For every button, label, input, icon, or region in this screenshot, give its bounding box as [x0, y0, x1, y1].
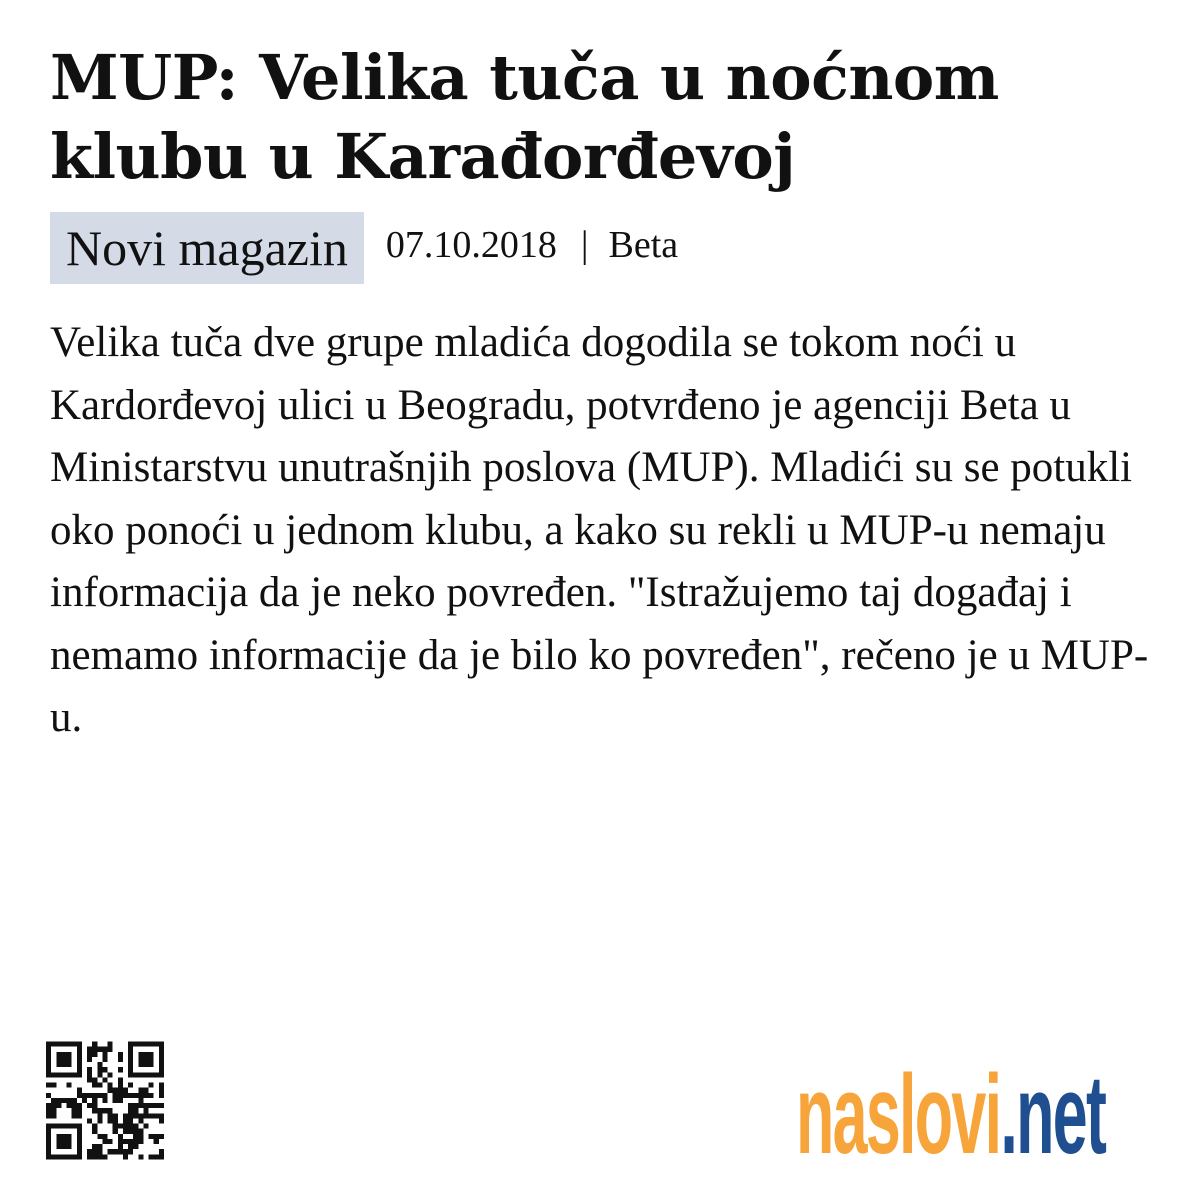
qr-module: [149, 1072, 154, 1077]
qr-module: [128, 1118, 133, 1123]
qr-module: [123, 1113, 128, 1118]
qr-module: [46, 1108, 51, 1113]
qr-module: [61, 1139, 66, 1144]
qr-module: [92, 1103, 97, 1108]
qr-module: [138, 1103, 143, 1108]
qr-module: [128, 1042, 133, 1047]
qr-module: [149, 1093, 154, 1098]
qr-module: [92, 1149, 97, 1154]
qr-module: [154, 1042, 159, 1047]
qr-module: [113, 1129, 118, 1134]
qr-module: [133, 1042, 138, 1047]
qr-module: [133, 1134, 138, 1139]
qr-module: [133, 1103, 138, 1108]
qr-module: [133, 1072, 138, 1077]
qr-module: [128, 1072, 133, 1077]
qr-module: [67, 1154, 72, 1159]
qr-code-icon: [46, 1038, 164, 1163]
qr-module: [77, 1134, 82, 1139]
qr-module: [67, 1134, 72, 1139]
qr-module: [46, 1072, 51, 1077]
qr-module: [159, 1149, 164, 1154]
qr-module: [123, 1149, 128, 1154]
qr-module: [72, 1113, 77, 1118]
qr-module: [77, 1129, 82, 1134]
article-agency: Beta: [608, 224, 679, 266]
qr-module: [143, 1113, 148, 1118]
qr-module: [159, 1052, 164, 1057]
qr-module: [51, 1072, 56, 1077]
meta-info: [386, 212, 678, 278]
qr-module: [159, 1083, 164, 1088]
qr-module: [56, 1098, 61, 1103]
qr-module: [154, 1113, 159, 1118]
qr-module: [92, 1098, 97, 1103]
qr-module: [46, 1113, 51, 1118]
qr-module: [149, 1113, 154, 1118]
qr-module: [159, 1113, 164, 1118]
article-headline: MUP: Velika tuča u noćnom klubu u Karađorđevoj: [50, 41, 999, 193]
qr-module: [128, 1103, 133, 1108]
qr-module: [143, 1062, 148, 1067]
qr-module: [128, 1052, 133, 1057]
qr-module: [87, 1057, 92, 1062]
article-body: Velika tuča dve grupe mladića dogodila se tokom noći u Kardorđevoj ulici u Beogradu, potvrđeno je agenciji Beta u Ministarstvu unutrašnjih poslova (MUP). Mladići su se potukli oko ponoći u jednom klubu, a kako su rekli u MUP-u nemaju informacija da je neko povređen. "Istražujemo taj događaj i nemamo informacije da je bilo ko povređen", rečeno je u MUP-u.: [50, 319, 1149, 741]
qr-module: [77, 1088, 82, 1093]
qr-module: [118, 1149, 123, 1154]
qr-module: [97, 1093, 102, 1098]
qr-module: [46, 1134, 51, 1139]
qr-module: [118, 1093, 123, 1098]
qr-module: [102, 1108, 107, 1113]
qr-module: [77, 1149, 82, 1154]
qr-module: [92, 1083, 97, 1088]
qr-module: [92, 1124, 97, 1129]
qr-module: [128, 1129, 133, 1134]
qr-module: [67, 1057, 72, 1062]
qr-module: [72, 1072, 77, 1077]
qr-module: [102, 1139, 107, 1144]
qr-module: [113, 1113, 118, 1118]
qr-module: [108, 1088, 113, 1093]
qr-module: [118, 1057, 123, 1062]
qr-module: [108, 1118, 113, 1123]
qr-module: [61, 1057, 66, 1062]
qr-module: [108, 1072, 113, 1077]
qr-module: [56, 1139, 61, 1144]
qr-module: [46, 1057, 51, 1062]
qr-module: [72, 1098, 77, 1103]
qr-module: [77, 1042, 82, 1047]
qr-module: [159, 1103, 164, 1108]
qr-module: [138, 1118, 143, 1123]
qr-module: [102, 1047, 107, 1052]
qr-module: [72, 1154, 77, 1159]
qr-module: [56, 1052, 61, 1057]
qr-module: [118, 1098, 123, 1103]
qr-module: [97, 1067, 102, 1072]
qr-module: [56, 1072, 61, 1077]
article-meta: [50, 212, 1160, 284]
qr-module: [56, 1103, 61, 1108]
qr-module: [133, 1139, 138, 1144]
qr-module: [154, 1139, 159, 1144]
qr-module: [51, 1113, 56, 1118]
qr-module: [92, 1093, 97, 1098]
qr-module: [87, 1093, 92, 1098]
qr-module: [102, 1057, 107, 1062]
qr-module: [87, 1103, 92, 1108]
qr-module: [108, 1113, 113, 1118]
qr-module: [102, 1134, 107, 1139]
qr-module: [149, 1062, 154, 1067]
qr-module: [113, 1088, 118, 1093]
qr-module: [67, 1062, 72, 1067]
qr-module: [51, 1124, 56, 1129]
qr-module: [97, 1134, 102, 1139]
qr-module: [102, 1098, 107, 1103]
qr-module: [77, 1093, 82, 1098]
qr-module: [113, 1093, 118, 1098]
qr-module: [82, 1098, 87, 1103]
qr-module: [143, 1124, 148, 1129]
qr-module: [77, 1057, 82, 1062]
qr-module: [77, 1124, 82, 1129]
qr-module: [108, 1139, 113, 1144]
qr-module: [67, 1098, 72, 1103]
qr-module: [97, 1144, 102, 1149]
qr-module: [118, 1067, 123, 1072]
qr-module: [51, 1042, 56, 1047]
qr-module: [149, 1134, 154, 1139]
qr-module: [159, 1093, 164, 1098]
qr-module: [138, 1154, 143, 1159]
qr-module: [87, 1154, 92, 1159]
site-logo[interactable]: [796, 1052, 1106, 1177]
qr-module: [87, 1118, 92, 1123]
qr-module: [67, 1083, 72, 1088]
qr-module: [138, 1134, 143, 1139]
qr-module: [97, 1154, 102, 1159]
qr-module: [67, 1124, 72, 1129]
qr-module: [128, 1047, 133, 1052]
source-badge[interactable]: Novi magazin: [50, 212, 364, 284]
qr-module: [46, 1067, 51, 1072]
qr-module: [61, 1124, 66, 1129]
qr-module: [154, 1154, 159, 1159]
qr-module: [56, 1124, 61, 1129]
qr-module: [118, 1144, 123, 1149]
qr-module: [61, 1042, 66, 1047]
qr-module: [51, 1103, 56, 1108]
qr-module: [87, 1072, 92, 1077]
qr-module: [159, 1057, 164, 1062]
qr-module: [128, 1144, 133, 1149]
qr-module: [128, 1124, 133, 1129]
qr-module: [77, 1108, 82, 1113]
qr-module: [123, 1093, 128, 1098]
qr-module: [67, 1139, 72, 1144]
qr-module: [159, 1042, 164, 1047]
qr-module: [133, 1129, 138, 1134]
qr-module: [133, 1093, 138, 1098]
qr-module: [67, 1103, 72, 1108]
qr-module: [159, 1134, 164, 1139]
qr-module: [118, 1052, 123, 1057]
qr-module: [77, 1139, 82, 1144]
qr-module: [46, 1154, 51, 1159]
qr-module: [123, 1118, 128, 1123]
qr-module: [143, 1108, 148, 1113]
qr-module: [72, 1042, 77, 1047]
qr-module: [92, 1108, 97, 1113]
qr-module: [92, 1154, 97, 1159]
qr-module: [87, 1067, 92, 1072]
qr-module: [159, 1088, 164, 1093]
qr-module: [87, 1047, 92, 1052]
qr-module: [102, 1077, 107, 1082]
qr-module: [46, 1144, 51, 1149]
qr-module: [143, 1057, 148, 1062]
qr-module: [67, 1042, 72, 1047]
logo-text-tld: .net: [1000, 1052, 1106, 1177]
qr-module: [123, 1124, 128, 1129]
qr-module: [77, 1154, 82, 1159]
qr-module: [128, 1093, 133, 1098]
qr-module: [128, 1149, 133, 1154]
qr-module: [67, 1072, 72, 1077]
qr-module: [67, 1052, 72, 1057]
qr-module: [118, 1134, 123, 1139]
qr-module: [92, 1042, 97, 1047]
qr-module: [138, 1072, 143, 1077]
qr-module: [97, 1149, 102, 1154]
qr-module: [143, 1052, 148, 1057]
qr-module: [61, 1144, 66, 1149]
qr-module: [159, 1047, 164, 1052]
qr-module: [56, 1042, 61, 1047]
qr-module: [138, 1088, 143, 1093]
qr-module: [108, 1083, 113, 1088]
qr-module: [118, 1077, 123, 1082]
qr-module: [92, 1144, 97, 1149]
qr-module: [138, 1062, 143, 1067]
qr-module: [97, 1062, 102, 1067]
qr-module: [46, 1083, 51, 1088]
qr-module: [61, 1052, 66, 1057]
qr-module: [92, 1077, 97, 1082]
qr-module: [72, 1103, 77, 1108]
qr-module: [77, 1072, 82, 1077]
qr-module: [82, 1093, 87, 1098]
qr-module: [56, 1144, 61, 1149]
qr-module: [138, 1052, 143, 1057]
qr-module: [77, 1047, 82, 1052]
qr-module: [72, 1124, 77, 1129]
qr-module: [102, 1067, 107, 1072]
qr-module: [92, 1052, 97, 1057]
qr-module: [138, 1113, 143, 1118]
qr-module: [128, 1057, 133, 1062]
qr-module: [108, 1042, 113, 1047]
qr-module: [56, 1154, 61, 1159]
qr-module: [61, 1072, 66, 1077]
qr-module: [97, 1118, 102, 1123]
qr-module: [159, 1062, 164, 1067]
qr-module: [138, 1129, 143, 1134]
qr-module: [138, 1093, 143, 1098]
qr-module: [154, 1072, 159, 1077]
qr-module: [118, 1124, 123, 1129]
qr-module: [77, 1067, 82, 1072]
qr-module: [118, 1088, 123, 1093]
qr-module: [143, 1093, 148, 1098]
qr-module: [133, 1108, 138, 1113]
qr-module: [46, 1047, 51, 1052]
qr-module: [46, 1124, 51, 1129]
qr-module: [102, 1052, 107, 1057]
qr-module: [159, 1067, 164, 1072]
qr-module: [159, 1072, 164, 1077]
qr-module: [77, 1062, 82, 1067]
qr-module: [123, 1139, 128, 1144]
qr-module: [97, 1047, 102, 1052]
qr-module: [118, 1139, 123, 1144]
qr-module: [113, 1118, 118, 1123]
qr-module: [92, 1047, 97, 1052]
qr-module: [143, 1103, 148, 1108]
qr-module: [61, 1062, 66, 1067]
qr-module: [97, 1083, 102, 1088]
qr-module: [133, 1144, 138, 1149]
qr-module: [97, 1072, 102, 1077]
qr-module: [123, 1129, 128, 1134]
qr-module: [149, 1103, 154, 1108]
qr-module: [87, 1077, 92, 1082]
qr-module: [108, 1108, 113, 1113]
qr-module: [72, 1108, 77, 1113]
qr-module: [46, 1052, 51, 1057]
qr-module: [128, 1062, 133, 1067]
qr-module: [128, 1083, 133, 1088]
qr-module: [149, 1042, 154, 1047]
qr-module: [61, 1134, 66, 1139]
qr-module: [113, 1098, 118, 1103]
qr-module: [51, 1098, 56, 1103]
qr-module: [92, 1129, 97, 1134]
qr-module: [154, 1134, 159, 1139]
qr-module: [143, 1072, 148, 1077]
article-date: 07.10.2018: [385, 224, 557, 266]
qr-module: [77, 1052, 82, 1057]
qr-module: [46, 1129, 51, 1134]
qr-module: [128, 1139, 133, 1144]
qr-module: [51, 1083, 56, 1088]
qr-module: [67, 1144, 72, 1149]
qr-module: [46, 1139, 51, 1144]
qr-module: [97, 1113, 102, 1118]
qr-module: [108, 1047, 113, 1052]
qr-module: [56, 1134, 61, 1139]
qr-module: [128, 1108, 133, 1113]
qr-module: [61, 1154, 66, 1159]
qr-module: [149, 1057, 154, 1062]
qr-module: [138, 1042, 143, 1047]
qr-module: [159, 1154, 164, 1159]
qr-module: [128, 1113, 133, 1118]
qr-module: [154, 1103, 159, 1108]
meta-separator: |: [580, 224, 589, 266]
qr-module: [138, 1139, 143, 1144]
qr-module: [149, 1083, 154, 1088]
qr-module: [113, 1149, 118, 1154]
qr-module: [138, 1057, 143, 1062]
qr-module: [102, 1154, 107, 1159]
qr-module: [46, 1149, 51, 1154]
qr-module: [138, 1098, 143, 1103]
qr-module: [46, 1062, 51, 1067]
qr-module: [56, 1057, 61, 1062]
qr-module: [149, 1154, 154, 1159]
qr-module: [159, 1118, 164, 1123]
qr-module: [143, 1042, 148, 1047]
qr-module: [123, 1088, 128, 1093]
qr-module: [46, 1103, 51, 1108]
qr-module: [51, 1154, 56, 1159]
qr-module: [123, 1154, 128, 1159]
qr-module: [133, 1113, 138, 1118]
qr-module: [77, 1113, 82, 1118]
qr-module: [108, 1149, 113, 1154]
qr-module: [97, 1108, 102, 1113]
qr-module: [113, 1124, 118, 1129]
qr-module: [87, 1149, 92, 1154]
qr-module: [143, 1088, 148, 1093]
qr-module: [102, 1093, 107, 1098]
qr-module: [77, 1144, 82, 1149]
qr-module: [128, 1067, 133, 1072]
qr-module: [87, 1052, 92, 1057]
qr-module: [149, 1052, 154, 1057]
qr-module: [56, 1062, 61, 1067]
qr-module: [118, 1083, 123, 1088]
qr-module: [46, 1042, 51, 1047]
qr-module: [77, 1103, 82, 1108]
qr-module: [133, 1124, 138, 1129]
qr-module: [61, 1098, 66, 1103]
logo-text-main: naslovi: [796, 1052, 1001, 1177]
qr-module: [51, 1108, 56, 1113]
article: [50, 38, 1160, 750]
qr-module: [46, 1093, 51, 1098]
